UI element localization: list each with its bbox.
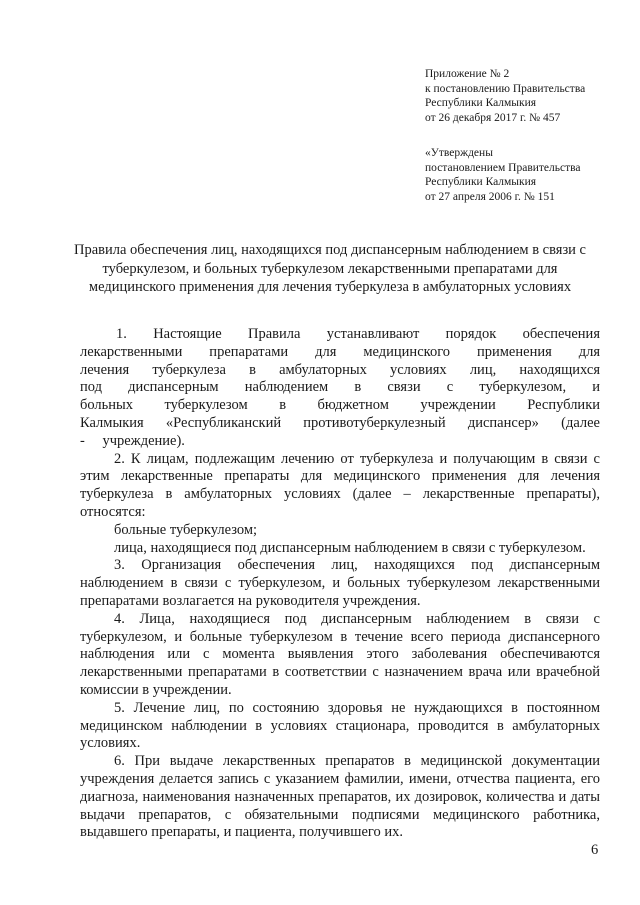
- appendix-header-line: от 26 декабря 2017 г. № 457: [425, 111, 561, 124]
- document-title: Правила обеспечения лиц, находящихся под диспансерным наблюдением в связи с туберкулезом, и больных туберкулезом лекарственными препаратами для медицинского применения для лечения туберкулеза в амбулаторных условиях: [74, 242, 586, 295]
- appendix-header-line: Приложение № 2: [425, 68, 510, 80]
- document-body: [80, 326, 600, 842]
- paragraph: 3. Организация обеспечения лиц, находящихся под диспансерным наблюдением в связи с туберкулезом, и больных туберкулезом лекарственными препаратами возлагается на руководителя учреждения.: [80, 557, 600, 609]
- page-number: 6: [591, 842, 599, 858]
- approved-header: [425, 146, 635, 204]
- approved-header-line: от 27 апреля 2006 г. № 151: [425, 190, 555, 203]
- paragraph: 5. Лечение лиц, по состоянию здоровья не нуждающихся в постоянном медицинском наблюдении в условиях стационара, проводится в амбулаторных условиях.: [80, 699, 600, 752]
- paragraph: 2. К лицам, подлежащим лечению от туберкулеза и получающим в связи с этим лекарственные препараты для медицинского применения для лечения туберкулеза в амбулаторных условиях (далее – лекарственные препараты), относятся:: [80, 450, 600, 520]
- approved-header-line: «Утверждены: [425, 147, 493, 159]
- appendix-header: [425, 67, 635, 125]
- paragraph: 1. Настоящие Правила устанавливают порядок обеспечения лекарственными препаратами для медицинского применения для лечения туберкулеза в амбулаторных условиях лиц, находящихся под диспансерным наблюдением в связи с туберкулезом, и больных туберкулезом в бюджетном учреждении Республики Калмыкия «Республиканский противотуберкулезный диспансер» (далее - учреждение).: [80, 326, 600, 449]
- paragraph: 6. При выдаче лекарственных препаратов в медицинской документации учреждения делается запись с указанием фамилии, имени, отчества пациента, его диагноза, наименования назначенных препаратов, их дозировок, количества и даты выдачи препаратов, с обязательными подписями медицинского работника, выдавшего препараты, и пациента, получившего их.: [80, 753, 600, 841]
- paragraph: лица, находящиеся под диспансерным наблюдением в связи с туберкулезом.: [114, 539, 586, 556]
- approved-header-line: постановлением Правительства: [425, 161, 581, 174]
- paragraph: больные туберкулезом;: [114, 521, 258, 538]
- approved-header-line: Республики Калмыкия: [425, 176, 537, 188]
- appendix-header-line: к постановлению Правительства: [425, 82, 586, 95]
- appendix-header-line: Республики Калмыкия: [425, 97, 537, 109]
- paragraph: 4. Лица, находящиеся под диспансерным наблюдением в связи с туберкулезом, и больные туберкулезом в течение всего периода диспансерного наблюдения или с момента выявления этого заболевания обеспечиваются лекарственными препаратами в соответствии с назначением врача или врачебной комиссии в учреждении.: [80, 610, 600, 698]
